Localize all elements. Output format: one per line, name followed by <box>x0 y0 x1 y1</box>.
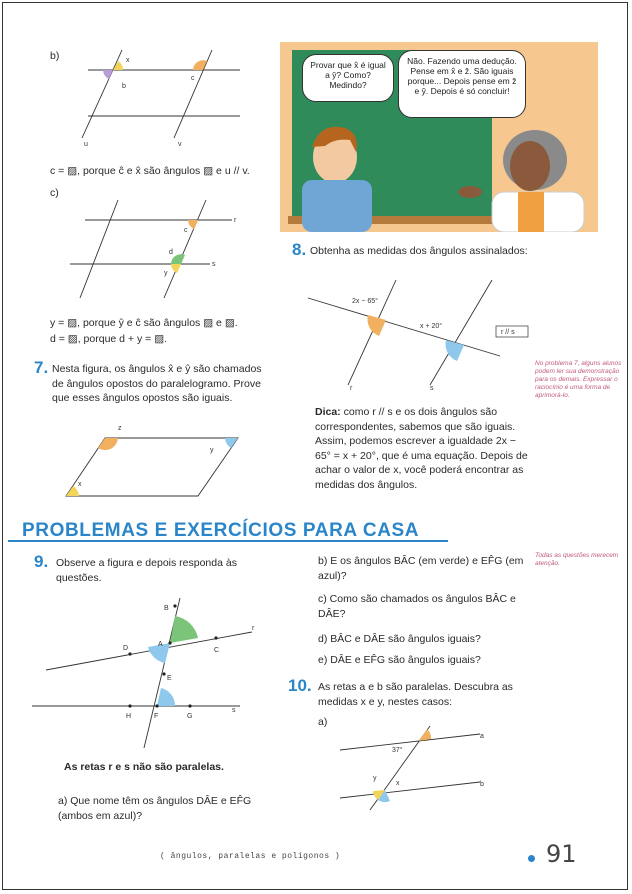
item-b-label: b) <box>50 50 60 62</box>
student-speech-bubble: Provar que x̂ é igual a ŷ? Como? Medindo? <box>302 54 394 102</box>
problem-10-number: 10. <box>288 676 312 695</box>
label-c: c <box>184 227 188 234</box>
point-C: C <box>214 647 220 654</box>
figure-c <box>60 200 260 305</box>
label-u: u <box>84 141 88 148</box>
angle-z-orange <box>98 438 118 450</box>
figure-problem-10a <box>330 720 500 810</box>
problem-9-statement: As retas r e s não são paralelas. <box>64 761 224 773</box>
label-v: v <box>178 141 182 148</box>
problem-9-text: Observe a figura e depois responda às questões. <box>56 557 237 584</box>
tip-text: como r // s e os dois ângulos são correspondentes, sabemos que são iguais. Assim, podemos escrever a igualdade 2x − 65° = x + 20°, que é uma equação. Depois de achar o valor de x, você poderá encontrar as medidas dos ângulos. <box>315 406 528 491</box>
figure-problem-8 <box>300 280 540 395</box>
angle-2x-65-orange <box>367 315 386 336</box>
point-G: G <box>187 713 193 720</box>
label-s: s <box>212 261 216 268</box>
problem-9-question-c: c) Como são chamados os ângulos BÂC e DÂE? <box>318 593 516 620</box>
label-r-parallel-s: r // s <box>501 329 515 336</box>
side-note-section: Todas as questões merecem atenção. <box>535 552 619 567</box>
label-angle-2: x + 20° <box>420 323 443 330</box>
label-c: c <box>191 75 195 82</box>
problem-7-text: Nesta figura, os ângulos x̂ e ŷ são chamados de ângulos opostos do paralelogramo. Prove que esses ângulos opostos são iguais. <box>52 363 262 404</box>
problem-8-number: 8. <box>292 240 307 259</box>
figure-parallelogram <box>60 420 260 505</box>
item-c-answer-2: d = ▨, porque d + y = ▨. <box>50 333 168 345</box>
problem-9-question-b: b) E os ângulos BÂC (em verde) e EF̂G (em azul)? <box>318 555 524 582</box>
angle-d-green <box>171 254 185 264</box>
problem-7-number: 7. <box>34 358 49 377</box>
label-x: x <box>78 481 82 488</box>
side-note-problem-7: No problema 7, alguns alunos podem ler sua demonstração para os demais. Expressar o raciocínio é uma forma de aprimorá-lo. <box>535 360 622 399</box>
point-E: E <box>167 675 172 682</box>
problem-10-text: As retas a e b são paralelas. Descubra as medidas x e y, nestes casos: <box>318 681 513 708</box>
figure-problem-9 <box>30 590 270 750</box>
label-d: d <box>169 249 173 256</box>
angle-BAC-green <box>170 616 198 643</box>
item-c-answer-1: y = ▨, porque ŷ e ĉ são ângulos ▨ e ▨. <box>50 317 238 329</box>
angle-c-orange <box>188 220 198 229</box>
item-b-answer: c = ▨, porque ĉ e x̂ são ângulos ▨ e u // v. <box>50 165 250 177</box>
problem-8-tip <box>315 405 532 492</box>
point-A: A <box>158 641 163 648</box>
problem-9-question-d: d) BÂC e DÂE são ângulos iguais? <box>318 633 481 645</box>
label-r: r <box>252 625 255 632</box>
footer-chapter: ( ângulos, paralelas e polígonos ) <box>160 852 341 861</box>
label-x: x <box>126 57 130 64</box>
figure-b <box>60 50 280 155</box>
point-B: B <box>164 605 169 612</box>
problem-9-question-a: a) Que nome têm os ângulos DÂE e EF̂G (ambos em azul)? <box>58 795 252 822</box>
label-z: z <box>118 425 122 432</box>
label-angle-1: 2x − 65° <box>352 298 378 305</box>
tip-label: Dica: <box>315 406 341 418</box>
point-D: D <box>123 645 129 652</box>
teacher-speech-bubble: Não. Fazendo uma dedução. Pense em x̂ e ẑ. São iguais porque... Depois pense em ẑ e ŷ. Depois é só concluir! <box>398 50 526 118</box>
label-b: b <box>122 83 126 90</box>
label-37: 37° <box>392 747 403 754</box>
angle-b-purple <box>103 70 113 79</box>
cartoon-illustration <box>280 42 598 232</box>
angle-c-orange <box>193 60 207 70</box>
footer-dot-icon <box>528 855 535 862</box>
label-r: r <box>350 385 353 392</box>
page-number: 91 <box>546 840 577 868</box>
point-H: H <box>126 713 132 720</box>
label-y: y <box>373 775 377 782</box>
problem-9-question-e: e) DÂE e EF̂G são ângulos iguais? <box>318 654 481 666</box>
problem-10-sub-a: a) <box>318 716 328 728</box>
label-a: a <box>480 733 484 740</box>
angle-EFG-blue <box>157 688 175 706</box>
label-b: b <box>480 781 484 788</box>
label-s: s <box>430 385 434 392</box>
problem-8-text: Obtenha as medidas dos ângulos assinalados: <box>310 245 528 257</box>
angle-x-20-blue <box>445 340 464 361</box>
label-y: y <box>164 270 168 277</box>
item-c-label: c) <box>50 187 59 199</box>
problem-9-number: 9. <box>34 552 49 571</box>
label-y: y <box>210 447 214 454</box>
angle-37-orange <box>419 729 431 741</box>
label-r: r <box>234 217 237 224</box>
angle-y-blue <box>225 438 238 448</box>
angle-y-yellow <box>171 264 181 273</box>
label-s: s <box>232 707 236 714</box>
section-title: PROBLEMAS E EXERCÍCIOS PARA CASA <box>22 520 420 541</box>
label-x: x <box>396 780 400 787</box>
point-F: F <box>154 713 159 720</box>
